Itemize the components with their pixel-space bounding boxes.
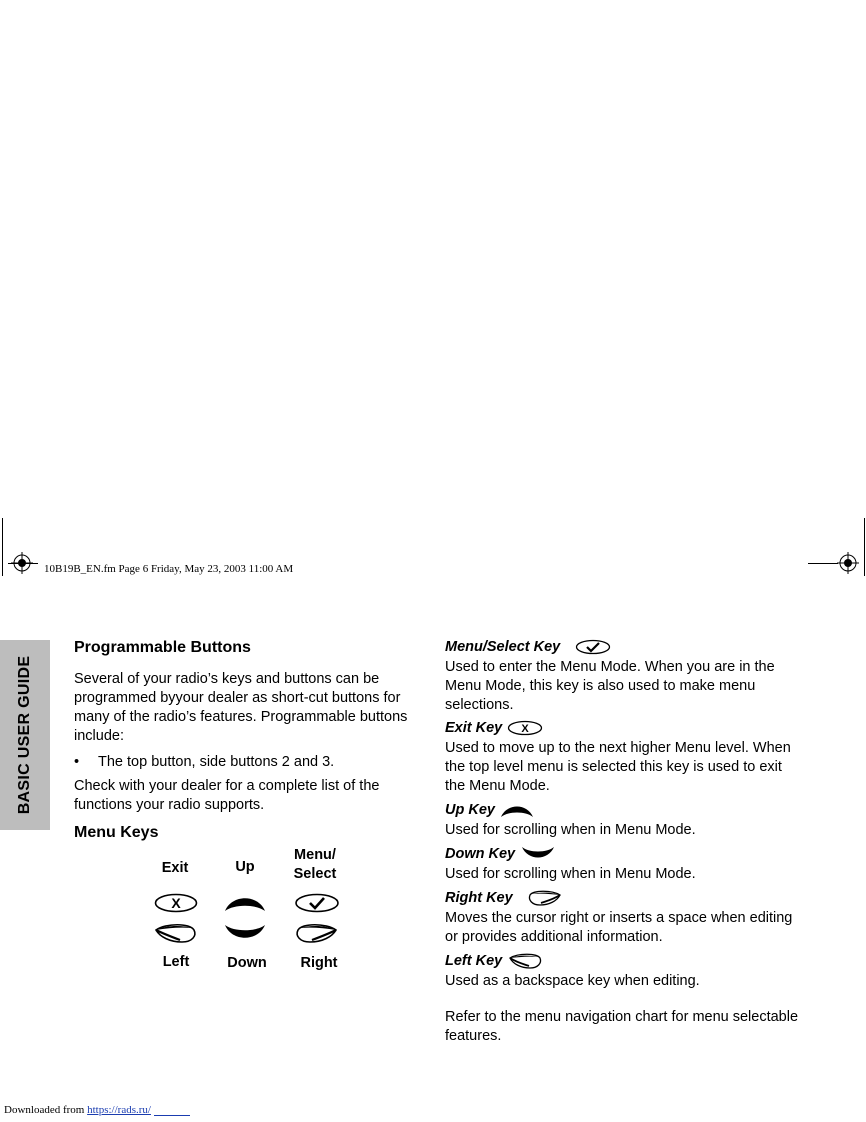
svg-text:X: X [521, 722, 529, 735]
checkmark-key-icon [294, 893, 340, 913]
key-item-exit [445, 719, 805, 796]
key-title: Left Key [445, 953, 503, 969]
right-key-icon [527, 889, 563, 907]
left-key-icon [507, 952, 543, 970]
key-label-right: Right [300, 955, 338, 971]
key-label-left: Left [162, 954, 190, 970]
key-item-right [445, 889, 805, 947]
checkmark-key-icon [575, 639, 611, 655]
key-title: Menu/Select Key [445, 638, 561, 655]
up-arc-key-icon [222, 892, 268, 914]
up-arc-key-icon [499, 801, 535, 819]
key-description: Moves the cursor right or inserts a space when editing or provides additional information. [445, 910, 793, 945]
key-description: Used as a backspace key when editing. [445, 973, 700, 989]
registration-mark-icon [11, 552, 33, 574]
key-description: Used to enter the Menu Mode. When you are in the Menu Mode, this key is also used to make menu selections. [445, 659, 775, 713]
key-title: Up Key [445, 802, 495, 818]
menu-keys-title: Menu Keys [74, 824, 159, 841]
key-label-menu-line1: Menu/ [294, 847, 336, 863]
side-tab [0, 640, 50, 830]
source-link[interactable]: https://rads.ru/ [87, 1104, 151, 1116]
svg-text:X: X [171, 895, 181, 911]
down-arc-key-icon [222, 922, 268, 944]
footer-underline [154, 1115, 190, 1116]
down-arc-key-icon [520, 845, 556, 863]
menu-chart-note: Refer to the menu navigation chart for menu selectable features. [445, 1009, 799, 1044]
key-label-down: Down [227, 955, 267, 971]
programmable-buttons-paragraph: Several of your radio’s keys and buttons can be programmed byyour dealer as short-cut buttons for many of the radio’s features. Programmable buttons include: [74, 671, 408, 744]
x-key-icon [507, 720, 543, 736]
key-label-menu-select [282, 846, 348, 884]
key-item-left [445, 952, 805, 991]
right-key-icon [294, 922, 340, 944]
download-footer [4, 1104, 151, 1116]
left-key-icon [152, 922, 198, 944]
key-item-up [445, 801, 805, 840]
programmable-buttons-title: Programmable Buttons [74, 639, 251, 656]
side-tab-label: BASIC USER GUIDE [16, 655, 33, 815]
key-label-exit: Exit [161, 860, 189, 876]
crop-mark-right-vertical [864, 518, 865, 576]
bullet-item [74, 753, 434, 772]
x-key-icon [154, 893, 198, 913]
bullet-marker: • [74, 754, 80, 770]
key-title: Right Key [445, 890, 513, 906]
footer-prefix: Downloaded from [4, 1104, 88, 1116]
key-description: Used to move up to the next higher Menu level. When the top level menu is selected this key is used to exit the Menu Mode. [445, 740, 791, 794]
key-description: Used for scrolling when in Menu Mode. [445, 866, 696, 882]
crop-mark-right-horizontal [808, 563, 838, 564]
key-description: Used for scrolling when in Menu Mode. [445, 822, 696, 838]
key-title: Exit Key [445, 719, 503, 736]
key-item-down [445, 845, 805, 884]
bullet-text: The top button, side buttons 2 and 3. [98, 754, 335, 770]
check-dealer-paragraph: Check with your dealer for a complete list of the functions your radio supports. [74, 778, 380, 813]
file-info-header: 10B19B_EN.fm Page 6 Friday, May 23, 2003 11:00 AM [44, 563, 294, 575]
key-item-menu-select [445, 638, 805, 715]
registration-mark-icon [837, 552, 859, 574]
crop-mark-left-vertical [2, 518, 3, 576]
key-label-menu-line2: Select [293, 866, 337, 882]
key-label-up: Up [235, 859, 255, 875]
key-title: Down Key [445, 846, 516, 862]
